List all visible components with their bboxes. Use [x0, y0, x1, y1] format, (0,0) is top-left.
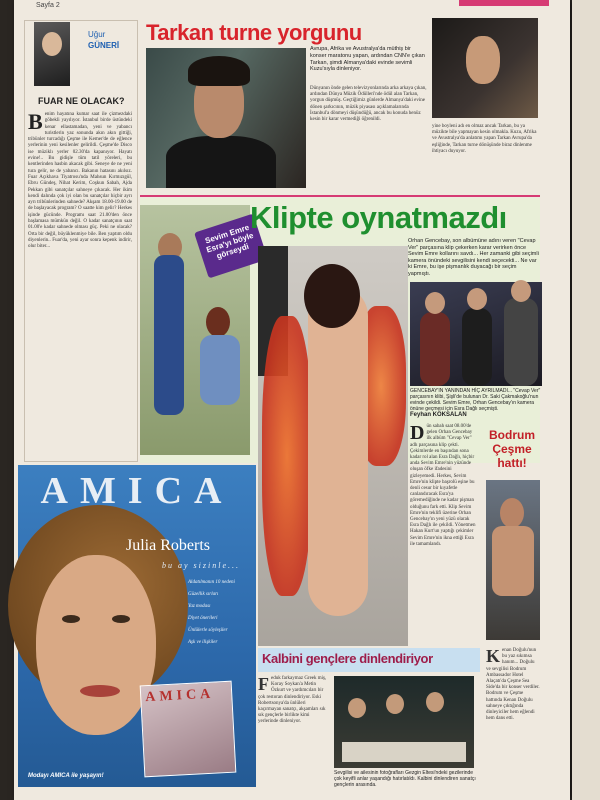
- author-photo: [34, 22, 70, 86]
- amica-cover-name: Julia Roberts: [126, 537, 210, 554]
- tarkan-headline: Tarkan turne yorgunu: [146, 20, 362, 45]
- klipte-byline: Feyhan KÖKSALAN: [410, 412, 467, 418]
- amica-list-item: Yaz modası: [188, 604, 211, 609]
- kalbini-body: [258, 676, 330, 790]
- amica-logo: AMICA: [40, 470, 234, 512]
- amica-subtitle: bu ay sizinle...: [162, 561, 240, 570]
- klipte-body: [410, 424, 478, 638]
- amica-list-item: Aldatılmanın 10 nedeni: [188, 580, 235, 585]
- amica-magazine-cover: [140, 681, 237, 778]
- amica-list-item: Diyet önerileri: [188, 616, 218, 621]
- amica-advertisement: [18, 465, 256, 787]
- section-divider: [140, 195, 540, 197]
- column-title: FUAR NE OLACAK?: [38, 96, 125, 106]
- tarkan-body-2: yine boyleni adı en olmaz ancak Tarkan, bu ya müzikte bile yapmayan kesin olmakla. Kuzu, Afrika ve Avustralya'da anlatımı yapan Tarkan Avrupa'da eşliğinde, Tarkan turne dönüşünde biraz dinlenme ihtiyacı duyuyor.: [432, 124, 537, 154]
- bodrum-body-text: enan Doğulu'nun bu yaz sıkımsa hanım... Doğulu ve sevgilisi Bodrum Ambassador Hotel Alaçatı'da Çeşme Sea Side'da bir konser verdiler. Bodrum ve Çeşme hattında Kenan Doğulu sahneye çıktığında dinleyiciler hem eğlendi hem dans etti.: [486, 648, 540, 722]
- amica-list-item: Ünlülerle söyleşiler: [188, 628, 228, 633]
- kalbini-body-text: eduk farkaymaz Greek miş, Koray Soykan'a Metin Özkurt ve yardımcıları bir çok restoran dinlendiriyor. Eski Robertsonya'da ünlüleri kaçırmayan sanatçı, akşamları sık sık gençlerle birlikte kimi yerlerinde dinleniyor.: [258, 676, 327, 725]
- klipte-photo-dancer: [258, 246, 408, 646]
- tarkan-photo-2: [432, 18, 538, 118]
- amica-mag-logo: AMICA: [144, 686, 215, 706]
- tarkan-photo: [146, 48, 306, 188]
- klipte-caption: GENCEBAY'IN YANINDAN HİÇ AYRILMADI... "Cevap Ver" parçasının klibi, Şişli'de bulunan Dr. Saki Çakmakoğlu'nun evinde çekildi. Sevim Emre, Orhan Gencebay'ın kamera önüne geçmesi için Esra Dağlı seçmişti.: [410, 388, 541, 412]
- klipte-intro: Orhan Gencebay, son albümüne adını veren "Cevap Ver" parçasına klip çekerken karar verirken önce Sevim Emre kollarını savdı... Her zamanki gibi seçimli kamera önündeki sevgilisini kendi seçecekti... Ne var ki Emre, bu işe pişmanlık duyacağı bir seçim yapmıştı.: [408, 238, 539, 277]
- author-last-name: GÜNERİ: [88, 41, 120, 50]
- amica-list-item: Güzellik sırları: [188, 592, 219, 597]
- column-body: [28, 109, 132, 457]
- amica-contents-list: [188, 577, 256, 649]
- klipte-body-text: ün sabah saat 08.00'de gelen Orhan Gencebay ilk albüm "Cevap Ver" adlı parçasına klip çekti. Çekimlerde en başından sona kadar rol alan Esra Dağlı, hiçbir anda Sevim Emre'nin yüzünde oluşan öfke ifadesini gizleyemedi. Herkes, Sevim Emre'nin klipte başrolü eşine bu denli cesur bir kıyafetle canlandıracak Esra'ya göremediğinde ne kadar pişman olduğunu fark etti. Klip Sevim Emre'nin teklifi üzerine Orhan Gencebay'ın yeni yüzü olarak Esra Dağlı ile çekildi. Yönetmen Hakan Kurt'un yaptığı çekimler Sevim Emre'nin ikna ettiği Esra ile tamamlandı.: [410, 424, 476, 547]
- page-number: Sayfa 2: [36, 2, 60, 9]
- klipte-badge: Sevim Emre Esra'yı böyle görseydi: [194, 214, 268, 279]
- tarkan-body: Dünyanın önde gelen televizyonlarında arka arkaya çıkan, ardından Dünya Müzik Ödülleri'nde ödül alan Tarkan, yorgun düşmüş. Geçtiğimiz günlerde Almanya'daki evine dönen şarkıcının, müzik piyasası açıklamalarında İstanbul'a dönmeyi düşündüğü, ancak bu konuda henüz kesin bir karar vermediği öğrenildi.: [310, 86, 427, 123]
- column-drop-cap: B: [28, 109, 43, 134]
- column-body-text: enim hayatına kumar saat ile çizmezdaki göbekli yayılıyor. İstanbul birde üstündeki kenar ellastamadan, yeni ve yabancı turistlerin yaz sonunda akın akın gittiği, tribünler turcadığı Çeşme ile Kemer'de de eğlence yerlerinin yeni kesilenler gelirildi. Çeşme'de Disco ise müziklı yerler 02.30'da kapanıyor. Hayatı evine!.. Bu gidişle tüm tatil yöreleri, bu kentlerinden hasbin akacak gibi. Seneye de ne yeni tura gelir, ne de yabancı. Bakanın hatasını akılsız. Fuar Açıkhava Tiyatrosu'nda Mahsun Kırmızıgül, Ebru Gündeş, Nihat Kerim, Coşkun Sabah, Ajda Pekkan gibi sanatçılar sahneye çıkacak. Her ikim kendi dalında çok iyi olan bu sanatçılar hiçbir ayrı ayrı tribünlerinden sahnede? Akşam 18.00-19.00 de de başlayacak program? O saatte kim gelir? Herkes işinde gücünde. Programı saat 21.00'den önce başlamasa mümkün değil. O kadar sanatçının saat 01.00'e kadar sahnede olması güç. Peki ne olacak? Orta bir değil, büyüklenmiye bile. Ben yaptım oldu diyenlerin.. Fuar'da, yeni ayar sonra kepenk indirir, olur biter...: [28, 112, 132, 250]
- bodrum-drop-cap: K: [486, 646, 501, 666]
- author-face: [42, 32, 62, 56]
- klipte-photo-group: [410, 282, 542, 386]
- kalbini-drop-cap: F: [258, 674, 269, 694]
- top-accent-bar: [459, 0, 549, 6]
- kalbini-headline: Kalbini gençlere dinlendiriyor: [262, 651, 433, 666]
- kalbini-headline-box: [258, 648, 480, 672]
- bodrum-photo: [486, 480, 540, 640]
- klipte-headline: Klipte oynatmazdı: [250, 200, 507, 235]
- author-first-name: Uğur: [88, 30, 106, 39]
- amica-footer: Modayı AMICA ile yaşayın!: [28, 773, 104, 779]
- kalbini-photo: [334, 676, 474, 768]
- tarkan-intro: Avrupa, Afrika ve Avustralya'da müthiş bir konser maratonu yapan, ardından CNN'e çıkan Tarkan, şimdi Almanya'daki evinde sevimli Kuzu'sıyla dinleniyor.: [310, 46, 425, 73]
- bodrum-headline: Bodrum Çeşme hattı!: [489, 428, 535, 470]
- adjacent-page-edge: [572, 0, 600, 800]
- amica-list-item: Aşk ve ilişkiler: [188, 640, 218, 645]
- bodrum-body: [486, 648, 540, 792]
- klipte-drop-cap: D: [410, 422, 425, 444]
- kalbini-caption: Sevgilisi ve ailesinin fotoğrafları Gezgin Eltesi'ndeki gezilerinde çok keyifli anlar yaşandığı hatırlatıldı. Kalbini dinlendiren sanatçı gençlerin arasında.: [334, 770, 476, 788]
